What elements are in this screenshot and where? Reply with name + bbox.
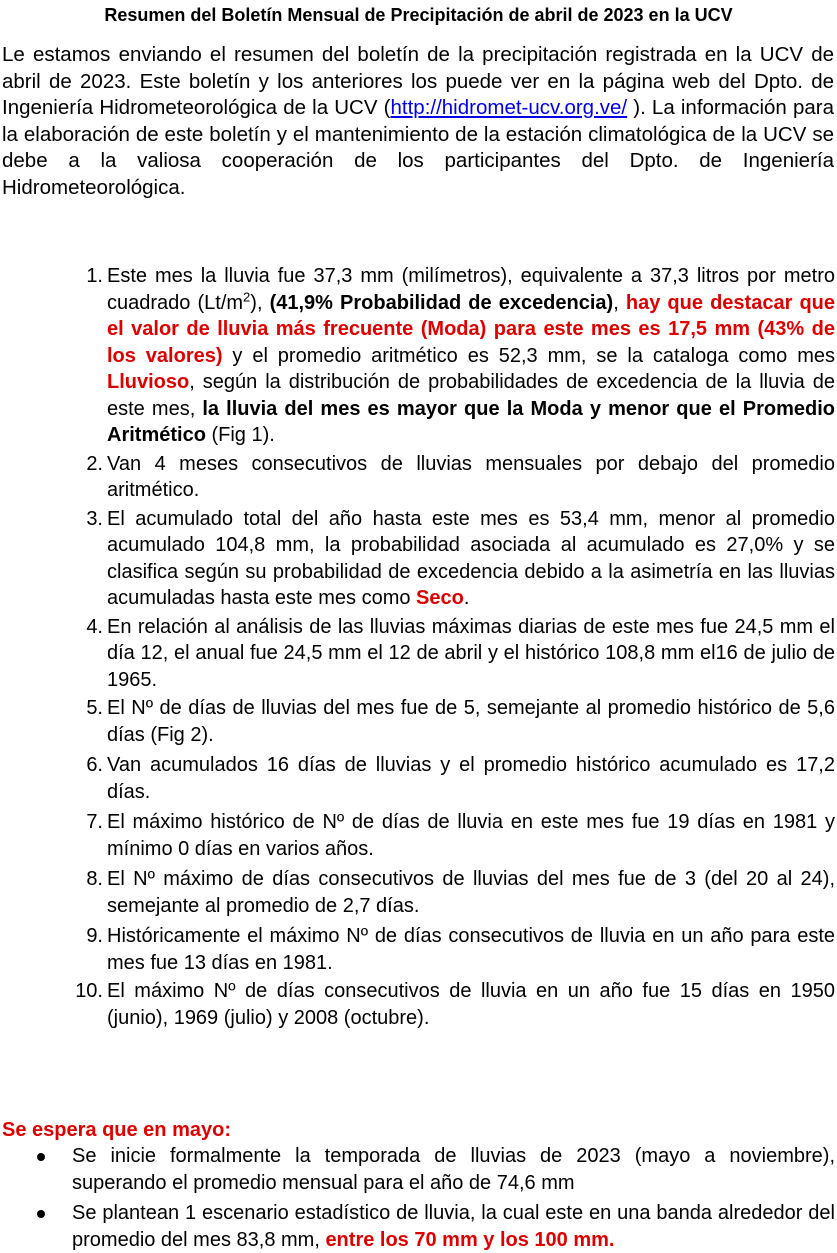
forecast-list: [72, 1143, 835, 1253]
superscript: 2: [243, 288, 251, 304]
list-item: [86, 923, 835, 976]
probability-highlight: (41,9% Probabilidad de excedencia): [269, 291, 614, 314]
item-text: .: [463, 587, 470, 609]
intro-text-end: ). La información para la elaboración de este boletín y el mantenimiento de la estación climatológica de la UCV se debe a la valiosa cooperación de los participantes del Dpto. de Ingeniería Hidrometeorológica.: [2, 96, 834, 199]
item-text: y el promedio aritmético es 52,3 mm, se la cataloga como mes: [222, 344, 835, 367]
item-text: El Nº de días de lluvias del mes fue de 5, semejante al promedio histórico de 5,6 días (Fig 2).: [107, 697, 835, 746]
intro-text: Le estamos enviando el resumen del boletín de la precipitación registrada en la UCV de abril de 2023. Este boletín y los anteriores los puede ver en la página web del Dpto. de Ingeniería Hidrometeorológica de la UCV (: [2, 43, 834, 119]
item-text: El máximo Nº de días consecutivos de lluvia en un año fue 15 días en 1950 (junio), 1969 (julio) y 2008 (octubre).: [107, 980, 835, 1029]
item-text: El Nº máximo de días consecutivos de lluvias del mes fue de 3 (del 20 al 24), semejante al promedio de 2,7 días.: [107, 868, 835, 917]
list-item: [86, 695, 835, 748]
list-number: 9.: [86, 925, 103, 947]
website-link[interactable]: http://hidromet-ucv.org.ve/: [390, 96, 628, 119]
list-item: [86, 752, 835, 805]
list-number: 6.: [86, 754, 103, 776]
bullet-icon: [37, 1210, 45, 1218]
bullet-icon: [37, 1153, 45, 1161]
item-text: Se plantean 1 escenario estadístico de lluvia, la cual este en una banda alrededor del promedio del mes 83,8 mm,: [72, 1202, 835, 1251]
comparison-highlight: la lluvia del mes es mayor que la Moda y menor que el Promedio Aritmético: [107, 397, 836, 446]
item-text: Van 4 meses consecutivos de lluvias mensuales por debajo del promedio aritmético.: [107, 452, 835, 501]
forecast-item: [72, 1143, 835, 1196]
item-text: ,: [613, 291, 626, 314]
list-item: [86, 451, 835, 504]
item-text: Van acumulados 16 días de lluvias y el promedio histórico acumulado es 17,2 días.: [107, 754, 835, 803]
list-number: 7.: [86, 811, 103, 833]
item-text: , según la distribución de probabilidades de excedencia de la lluvia de este mes,: [107, 371, 835, 420]
range-highlight: entre los 70 mm y los 100 mm.: [325, 1228, 615, 1251]
list-number: 5.: [86, 697, 103, 719]
list-item: [86, 809, 835, 862]
mode-highlight: hay que destacar que el valor de lluvia más frecuente (Moda) para este mes es 17,5 mm (43% de los valores): [107, 291, 835, 367]
item-text: (Fig 1).: [205, 424, 275, 446]
list-number: 8.: [86, 868, 103, 890]
page-title: Resumen del Boletín Mensual de Precipitación de abril de 2023 en la UCV: [104, 5, 733, 25]
list-item: [86, 263, 836, 449]
list-number: 10.: [75, 980, 103, 1002]
item-text: Este mes la lluvia fue 37,3 mm (milímetros), equivalente a 37,3 litros por metro cuadrado (Lt/m: [107, 265, 835, 314]
item-text: Históricamente el máximo Nº de días consecutivos de lluvia en un año para este mes fue 13 días en 1981.: [107, 925, 835, 974]
list-item: [86, 506, 835, 612]
summary-list: [75, 263, 836, 1031]
item-text: El máximo histórico de Nº de días de lluvia en este mes fue 19 días en 1981 y mínimo 0 días en varios años.: [107, 811, 835, 860]
list-number: 1.: [86, 265, 103, 287]
item-text: Se inicie formalmente la temporada de lluvias de 2023 (mayo a noviembre), superando el promedio mensual para el año de 74,6 mm: [72, 1145, 835, 1194]
classification-badge: Lluvioso: [107, 371, 190, 393]
item-text: El acumulado total del año hasta este mes es 53,4 mm, menor al promedio acumulado 104,8 mm, la probabilidad asociada al acumulado es 27,0% y se clasifica según su probabilidad de excedencia debido a la asimetría en las lluvias acumuladas hasta este mes como: [107, 507, 835, 609]
intro-paragraph: [2, 42, 834, 201]
list-number: 3.: [86, 507, 103, 530]
list-number: 2.: [86, 452, 103, 475]
list-item: [86, 614, 835, 694]
forecast-item: [72, 1200, 835, 1253]
list-number: 4.: [86, 615, 103, 638]
classification-badge: Seco: [416, 587, 464, 609]
forecast-heading: Se espera que en mayo:: [2, 1119, 231, 1141]
list-item: [75, 978, 835, 1031]
item-text: En relación al análisis de las lluvias máximas diarias de este mes fue 24,5 mm el día 12, el anual fue 24,5 mm el 12 de abril y el histórico 108,8 mm el16 de julio de 1965.: [107, 615, 835, 691]
list-item: [86, 866, 835, 919]
item-text: ),: [250, 291, 270, 314]
